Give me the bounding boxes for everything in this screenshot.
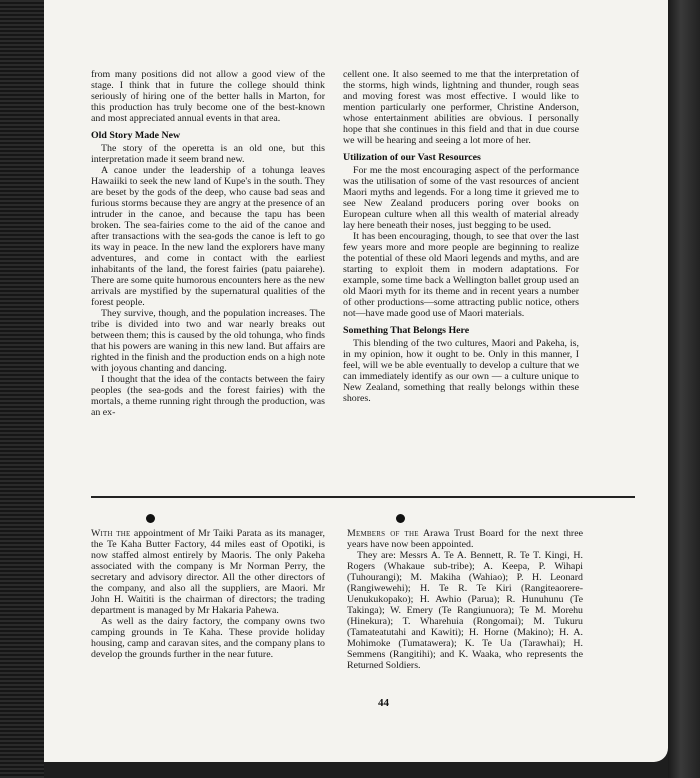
bullet-dot-icon [146,514,155,523]
section-heading-utilization: Utilization of our Vast Resources [343,152,481,163]
paragraph: I thought that the idea of the contacts between the fairy peoples (the sea-gods and the forest fairies) with the mortals, a theme running right through the production, was an ex- [91,374,325,418]
bullet-dot-icon [396,514,405,523]
news-text: Arawa Trust Board for the next three years have now been appointed. [347,528,583,550]
paragraph: For me the most encouraging aspect of the performance was the utilisation of some of the vast resources of ancient Maori myths and legends. For a long time it grieved me to see New Zealand producers poring over books on European culture when all this wealth of material already lay here beneath their noses, just begging to be used. [343,165,579,231]
news-paragraph [347,528,583,550]
page-number: 44 [378,697,389,709]
section-divider-rule [91,496,635,498]
news-item-arawa-trust [347,528,583,671]
paragraph: This blending of the two cultures, Maori and Pakeha, is, in my opinion, how it ought to be. Only in this manner, I feel, will we be able eventually to develop a culture that we can immediately identify as our own — a culture unique to New Zealand, something that really belongs within these shores. [343,338,579,404]
news-text: appointment of Mr Taiki Parata as its manager, the Te Kaha Butter Factory, 44 miles east of Opotiki, is now staffed almost entirely by Maoris. The only Pakeha associated with the company is Mr Norman Perry, the secretary and advisory director. All the other directors of the company, and also all the suppliers, are Maori. Mr John H. Waititi is the chairman of directors; the trading department is managed by Mr Hakaria Pahewa. [91,528,325,616]
paragraph: A canoe under the leadership of a tohunga leaves Hawaiiki to seek the new land of Kupe's in the south. They are beset by the gods of the deep, who cause bad seas and furious storms because they are angry at the presence of an intruder in the canoe, and because the tapu has been broken. The sea-fairies come to the aid of the canoe and after transactions with the sea-gods the canoe is left to go its way in peace. In the new land the explorers have many adventures, and come in contact with the earliest inhabitants of the land, the forest fairies (patu paiarehe). There are some quite humorous encounters here as the new arrivals are mystified by the supernatural qualities of the forest people. [91,165,325,308]
news-paragraph: They are: Messrs A. Te A. Bennett, R. Te T. Kingi, H. Rogers (Whakaue sub-tribe); A. Keepa, P. Wihapi (Tuhourangi); M. Makiha (Wahiao); P. H. Leonard (Rangiwewehi); H. Te R. Te Kiri (Rangiteaorere-Uenukukopako); H. Awhio (Parua); R. Hunuhunu (Te Takinga); W. Emery (Te Rangiunuora); Te M. Morehu (Hinekura); T. Wharehuia (Rongomai); M. Tukuru (Tamateatutahi and Kawiti); H. Horne (Makino); H. A. Mohimoke (Tumatawera); K. Te Ua (Tarawhai); H. Semmens (Rangitihi); and K. Waaka, who represents the Returned Soldiers. [347,550,583,671]
news-paragraph [91,528,325,616]
scan-edge-left [0,0,44,778]
section-heading-belongs-here: Something That Belongs Here [343,325,470,336]
paragraph: The story of the operetta is an old one, but this interpretation made it seem brand new. [91,143,325,165]
lead-words: With the [91,528,131,539]
article-column-right [343,69,579,404]
paragraph: They survive, though, and the population increases. The tribe is divided into two and war nearly breaks out between them; this is caused by the old tohunga, who finds that his powers are waning in this new land. But affairs are righted in the finish and the production ends on a high note with joyous chanting and dancing. [91,308,325,374]
article-column-left [91,69,325,418]
paragraph-continued: cellent one. It also seemed to me that the interpretation of the storms, high winds, lightning and thunder, rough seas and moving forest was most effective. I would like to mention particularly one performer, Christine Anderson, whose entertainment abilities are obvious. I personally hope that she continues in this field and that in due course we will be hearing and seeing a lot more of her. [343,69,579,146]
news-paragraph: As well as the dairy factory, the company owns two camping grounds in Te Kaha. These provide holiday housing, camp and caravan sites, and the company plans to develop the grounds further in the near future. [91,616,325,660]
news-item-te-kaha [91,528,325,660]
section-heading-old-story: Old Story Made New [91,130,181,141]
paragraph-continued: from many positions did not allow a good view of the stage. I think that in future the college should think seriously of hiring one of the better halls in Marton, for this production has truly become one of the best-known and most appreciated annual events in that area. [91,69,325,124]
paragraph: It has been encouraging, though, to see that over the last few years more and more people are beginning to realize the potential of these old Maori legends and myths, and are starting to exploit them in modern adaptations. For example, some time back a Wellington ballet group used an old Maori myth for its theme and in recent years a number of other productions—some attracting public notice, others not—have made good use of Maori materials. [343,231,579,319]
scan-edge-right [668,0,700,778]
lead-words: Members of the [347,528,419,539]
